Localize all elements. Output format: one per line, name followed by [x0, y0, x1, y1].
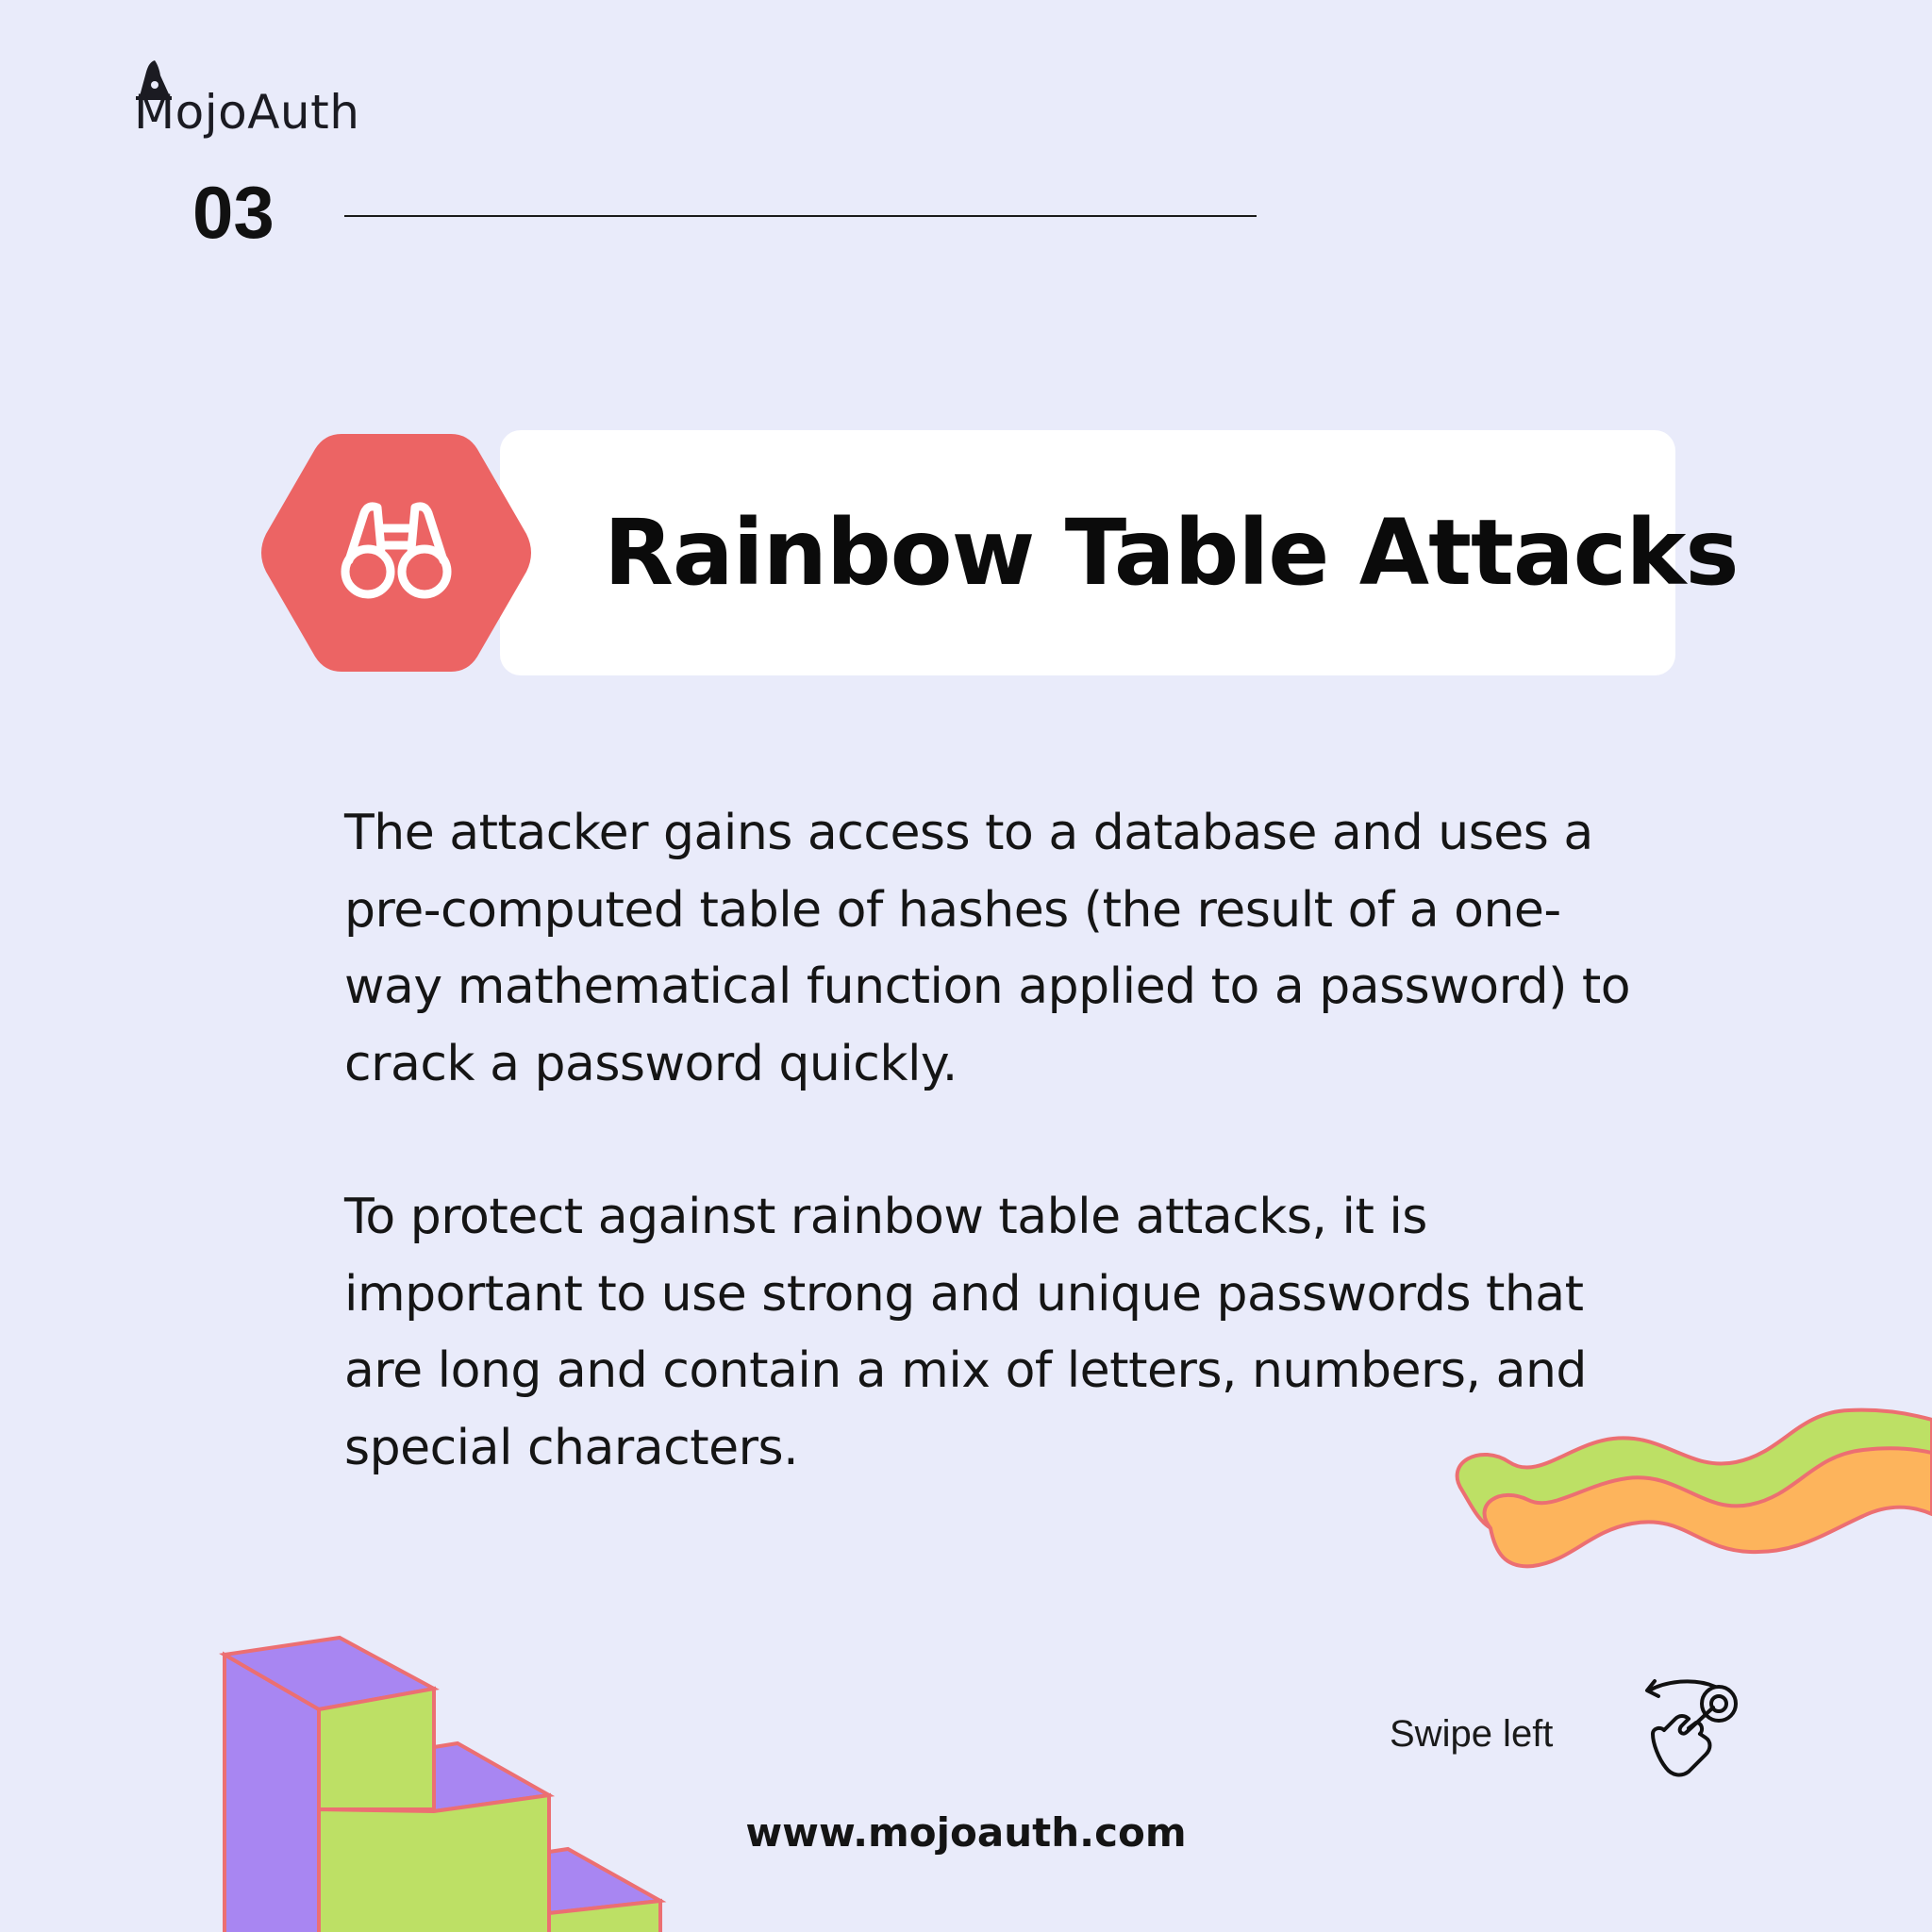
brand-logo — [134, 58, 417, 143]
slide-title: Rainbow Table Attacks — [604, 500, 1739, 606]
title-card — [500, 430, 1739, 675]
swipe-left-label: Swipe left — [1390, 1713, 1554, 1755]
hexagon-badge — [255, 428, 538, 677]
stairs-decoration — [217, 1630, 670, 1932]
logo-wordmark: MojoAuth — [134, 85, 360, 140]
slide-number: 03 — [192, 171, 275, 254]
website-url[interactable]: www.mojoauth.com — [745, 1809, 1187, 1856]
header-divider — [344, 215, 1257, 217]
swipe-hand-icon[interactable] — [1632, 1677, 1741, 1783]
body-paragraph-description: The attacker gains access to a database and uses a pre-computed table of hashes (the result of a one-way mathematical function applied to a password) to crack a password quickly. — [344, 805, 1631, 1092]
wave-decoration — [1434, 1373, 1932, 1571]
body-paragraph-protection: To protect against rainbow table attacks, it is important to use strong and unique passwords that are long and contain a mix of letters, numbers, and special characters. — [344, 1189, 1587, 1476]
